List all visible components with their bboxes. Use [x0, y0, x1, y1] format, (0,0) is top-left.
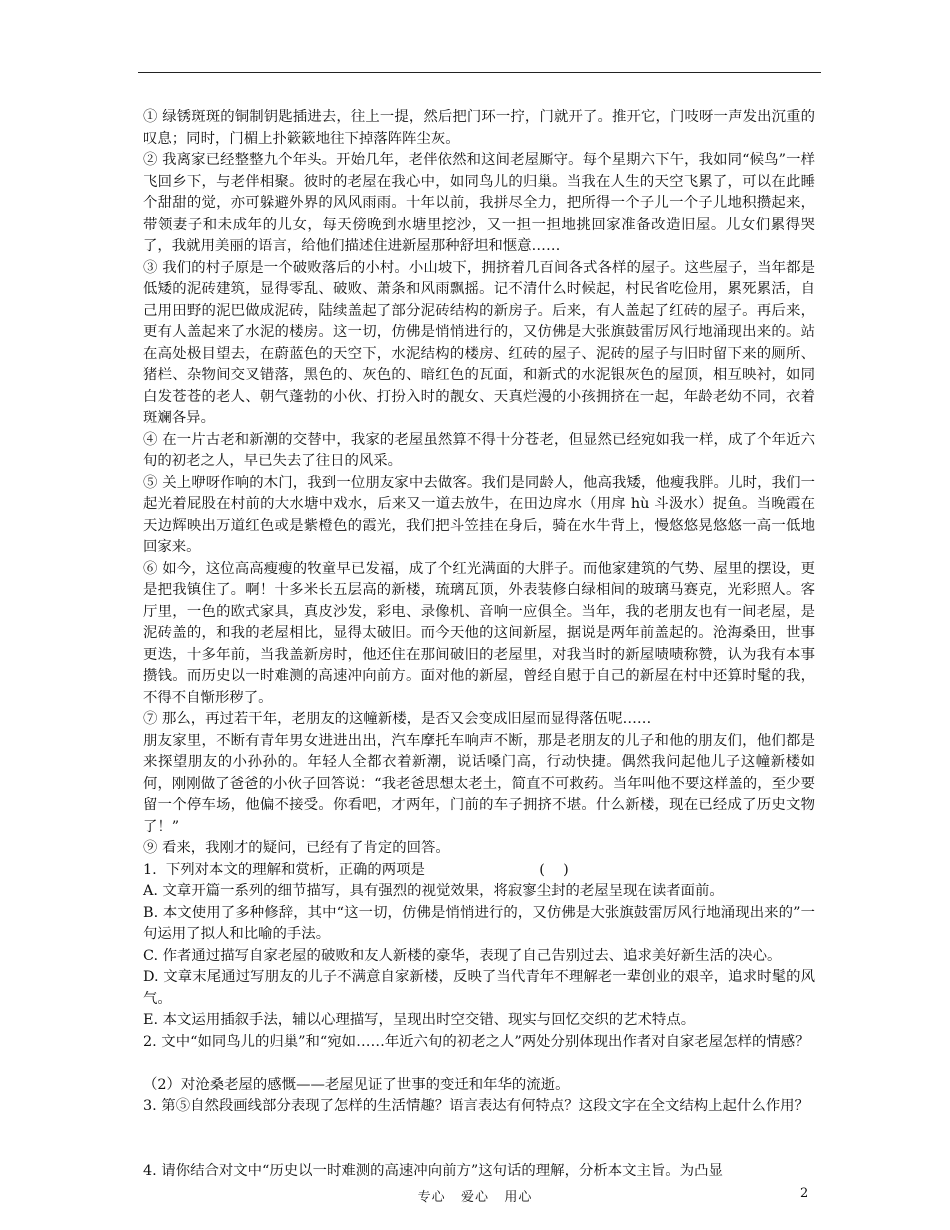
question-3-stem: 3. 第⑤自然段画线部分表现了怎样的生活情趣？语言表达有何特点？这段文字在全文结构上起什么作用？ [143, 1098, 809, 1114]
question-1-option-b: B. 本文使用了多种修辞，其中“这一切，仿佛是悄悄进行的，又仿佛是大张旗鼓雷厉风行地涌现出来的”一句运用了拟人和比喻的手法。 [143, 904, 815, 942]
question-2-stem: 2. 文中“如同鸟儿的归巢”和“宛如……年近六旬的初老之人”两处分别体现出作者对自家老屋怎样的情感？ [143, 1033, 810, 1050]
question-1-option-c: C. 作者通过描写自家老屋的破败和友人新楼的豪华，表现了自己告别过去、追求美好新生活的决心。 [143, 947, 782, 964]
question-2-answer: （2）对沧桑老屋的感慨——老屋见证了世事的变迁和年华的流逝。 [143, 1076, 570, 1093]
paragraph-7: ⑦ 那么，再过若干年，老朋友的这幢新楼，是否又会变成旧屋而显得落伍呢…… [143, 711, 652, 727]
paragraph-6: ⑥ 如今，这位高高瘦瘦的牧童早已发福，成了个红光满面的大胖子。而他家建筑的气势、屋里的摆设，更是把我镇住了。啊！十多米长五层高的新楼，琉璃瓦顶，外表装修白绿相间的玻璃马赛克，光彩照人。客厅里，一色的欧式家具，真皮沙发，彩电、录像机、音响一应俱全。当年，我的老朋友也有一间老屋，是泥砖盖的，和我的老屋相比，显得太破旧。而今天他的这间新屋，据说是两年前盖起的。沧海桑田，世事更迭，十多年前，当我盖新房时，他还住在那间破旧的老屋里，对我当时的新屋啧啧称赞，认为我有本事攒钱。而历史以一时难测的高速冲向前方。面对他的新屋，曾经自慰于自己的新屋在村中还算时髦的我，不得不自惭形秽了。 [143, 560, 815, 706]
paragraph-5: ⑤ 关上咿呀作响的木门，我到一位朋友家中去做客。我们是同龄人，他高我矮，他瘦我胖。儿时，我们一起光着屁股在村前的大水塘中戏水，后来又一道去放牛，在田边戽水（用戽 hù 斗汲水）捉鱼。当晚霞在天边辉映出万道红色或是紫橙色的霞光，我们把斗笠挂在身后，骑在水牛背上，慢悠悠晃悠悠一高一低地回家来。 [143, 474, 815, 555]
paragraph-9: ⑨ 看来，我刚才的疑问，已经有了肯定的回答。 [143, 840, 450, 856]
paragraph-1: ① 绿锈斑斑的铜制钥匙插进去，往上一提，然后把门环一拧，门就开了。推开它，门吱呀一声发出沉重的叹息；同时，门楣上扑簌簌地往下掉落阵阵尘灰。 [143, 109, 815, 147]
question-1-option-a: A. 文章开篇一系列的细节描写，具有强烈的视觉效果，将寂寥尘封的老屋呈现在读者面前。 [143, 883, 724, 899]
paragraph-8: 朋友家里，不断有青年男女进进出出，汽车摩托车响声不断，那是老朋友的儿子和他的朋友们，他们都是来探望朋友的小孙孙的。年轻人全都衣着新潮，说话嗓门高，行动快捷。偶然我问起他儿子这幢新楼如何，刚刚做了爸爸的小伙子回答说：“我老爸思想太老土，简直不可救药。当年叫他不要这样盖的，至少要留一个停车场，他偏不接受。你看吧，才两年，门前的车子拥挤不堪。什么新楼，现在已经成了历史文物了！” [143, 732, 815, 835]
question-1-option-e: E. 本文运用插叙手法，辅以心理描写，呈现出时空交错、现实与回忆交织的艺术特点。 [143, 1012, 696, 1028]
paragraph-4: ④ 在一片古老和新潮的交替中，我家的老屋虽然算不得十分苍老，但显然已经宛如我一样，成了个年近六旬的初老之人，早已失去了往日的风采。 [143, 431, 815, 469]
paragraph-2: ② 我离家已经整整九个年头。开始几年，老伴依然和这间老屋厮守。每个星期六下午，我如同“候鸟”一样飞回乡下，与老伴相聚。彼时的老屋在我心中，如同鸟儿的归巢。当我在人生的天空飞累了，可以在此睡个甜甜的觉，亦可躲避外界的风风雨雨。十年以前，我拼尽全力，把所得一个子儿一个子儿地积攒起来，带领妻子和未成年的儿女，每天傍晚到水塘里挖沙，又一担一担地挑回家准备改造旧屋。儿女们累得哭了，我就用美丽的语言，给他们描述住进新屋那种舒坦和惬意…… [143, 152, 815, 254]
answer-space [143, 1053, 815, 1075]
page-number: 2 [800, 1186, 809, 1201]
document-body [143, 107, 815, 1182]
paragraph-3: ③ 我们的村子原是一个破败落后的小村。小山坡下，拥挤着几百间各式各样的屋子。这些屋子，当年都是低矮的泥砖建筑，显得零乱、破败、萧条和风雨飘摇。记不清什么时候起，村民省吃俭用，累死累活，自己用田野的泥巴做成泥砖，陆续盖起了部分泥砖结构的新房子。后来，有人盖起了红砖的屋子。再后来，更有人盖起来了水泥的楼房。这一切，仿佛是悄悄进行的，又仿佛是大张旗鼓雷厉风行地涌现出来的。站在高处极目望去，在蔚蓝色的天空下，水泥结构的楼房、红砖的屋子、泥砖的屋子与旧时留下来的厕所、猪栏、杂物间交叉错落，黑色的、灰色的、暗红色的瓦面，和新式的水泥银灰色的屋顶，相互映衬，如同白发苍苍的老人、朝气蓬勃的小伙、打扮入时的靓女、天真烂漫的小孩拥挤在一起，年龄老幼不同，衣着斑斓各异。 [143, 259, 815, 426]
footer-motto: 专心 爱心 用心 [417, 1190, 533, 1205]
answer-space [143, 1118, 815, 1161]
question-4-stem: 4. 请你结合对文中“历史以一时难测的高速冲向前方”这句话的理解，分析本文主旨。为凸显 [143, 1162, 723, 1179]
question-1-option-d: D. 文章末尾通过写朋友的儿子不满意自家新楼，反映了当代青年不理解老一辈创业的艰辛，追求时髦的风气。 [143, 969, 815, 1007]
header-rule [138, 72, 821, 73]
question-1-stem: 1. 下列对本文的理解和赏析，正确的两项是 ( ) [143, 861, 569, 878]
